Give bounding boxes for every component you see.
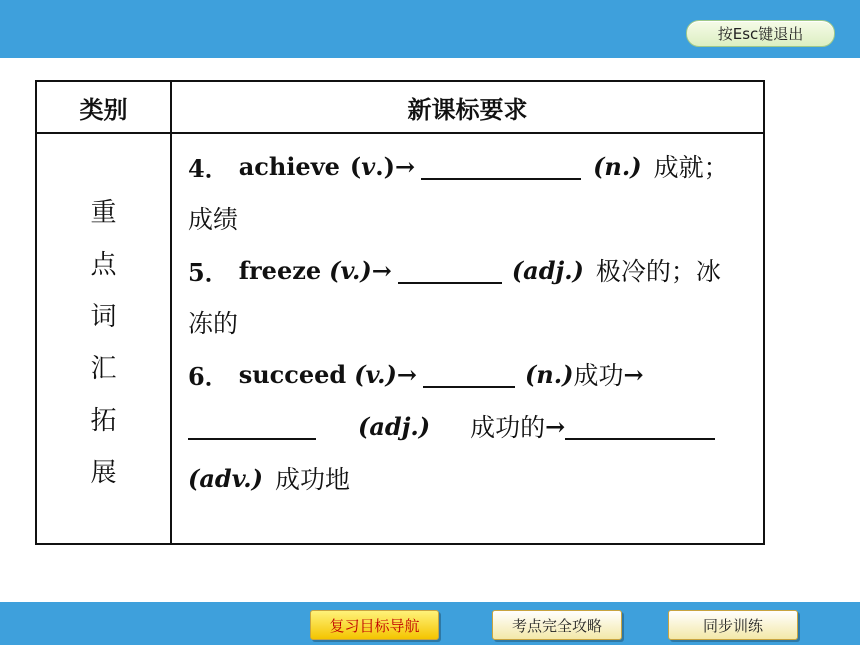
item6-line2 bbox=[188, 400, 763, 452]
item6-line3 bbox=[188, 452, 763, 504]
target-pos: (adv.) bbox=[188, 463, 263, 493]
pos-open: ( bbox=[349, 151, 362, 181]
meaning: 成功 bbox=[573, 361, 624, 390]
category-char: 重 bbox=[90, 198, 117, 228]
item-number: 6． bbox=[188, 361, 229, 391]
category-char: 点 bbox=[90, 250, 117, 280]
answer-blank[interactable] bbox=[421, 152, 581, 180]
target-pos: (n.) bbox=[593, 151, 642, 181]
word: freeze bbox=[238, 255, 322, 285]
category-char: 展 bbox=[90, 458, 117, 488]
word: succeed bbox=[238, 359, 347, 389]
meaning: 冻的 bbox=[188, 309, 239, 338]
review-goals-button[interactable]: 复习目标导航 bbox=[310, 610, 439, 640]
item5-line2 bbox=[188, 296, 763, 348]
meaning: 成绩 bbox=[188, 205, 239, 234]
meaning: 极冷的；冰 bbox=[595, 257, 721, 286]
arrow: → bbox=[623, 359, 644, 389]
answer-blank[interactable] bbox=[398, 256, 502, 284]
vocabulary-table bbox=[35, 80, 765, 545]
vocab-list bbox=[172, 134, 763, 543]
key-points-button[interactable]: 考点完全攻略 bbox=[492, 610, 622, 640]
exit-button[interactable]: 按Esc键退出 bbox=[686, 20, 835, 47]
target-pos: (adj.) bbox=[358, 411, 431, 441]
item-number: 4． bbox=[188, 153, 229, 183]
item4-line1 bbox=[188, 140, 763, 192]
pos: (v.) bbox=[329, 255, 372, 285]
item-number: 5． bbox=[188, 257, 229, 287]
item4-line2 bbox=[188, 192, 763, 244]
pos: v bbox=[361, 151, 376, 181]
meaning: 成功的 bbox=[470, 413, 546, 442]
arrow: → bbox=[545, 411, 566, 441]
word: achieve bbox=[238, 151, 340, 181]
header-category: 类别 bbox=[37, 82, 172, 134]
meaning: 成功地 bbox=[274, 465, 350, 494]
item5-line1 bbox=[188, 244, 763, 296]
arrow: → bbox=[371, 255, 392, 285]
sync-practice-button[interactable]: 同步训练 bbox=[668, 610, 798, 640]
item6-line1 bbox=[188, 348, 763, 400]
category-char: 汇 bbox=[90, 354, 117, 384]
bottom-bar bbox=[0, 602, 860, 645]
target-pos: (n.) bbox=[524, 359, 574, 389]
target-pos: (adj.) bbox=[511, 255, 584, 285]
meaning: 成就； bbox=[653, 153, 729, 182]
arrow: → bbox=[396, 359, 417, 389]
category-cell bbox=[37, 134, 172, 543]
answer-blank[interactable] bbox=[188, 412, 316, 440]
pos-close: .) bbox=[375, 151, 395, 181]
answer-blank[interactable] bbox=[423, 360, 515, 388]
category-char: 拓 bbox=[90, 406, 117, 436]
answer-blank[interactable] bbox=[565, 412, 715, 440]
header-requirement: 新课标要求 bbox=[172, 82, 763, 134]
category-char: 词 bbox=[90, 302, 117, 332]
arrow: → bbox=[394, 151, 416, 181]
pos: (v.) bbox=[354, 359, 397, 389]
